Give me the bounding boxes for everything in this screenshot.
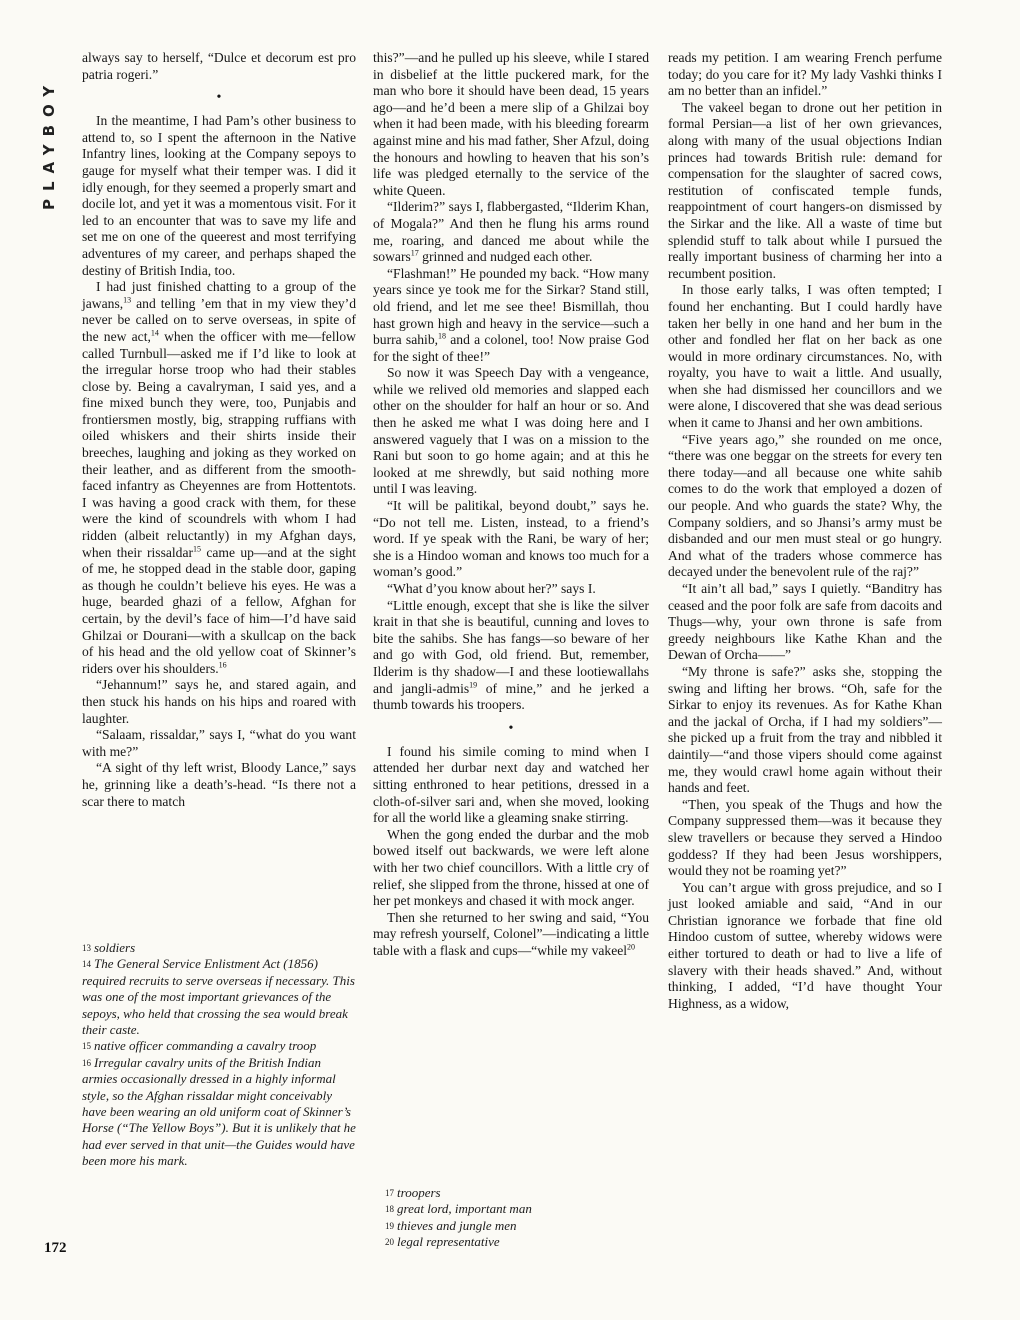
paragraph: “A sight of thy left wrist, Bloody Lance,” says he, grinning like a death’s-head. “Is there not a scar there to match [82,760,356,809]
paragraph: When the gong ended the durbar and the mob bowed itself out backwards, we were left alone with her two chief councillors. With a little cry of relief, she slipped from the throne, hissed at one of her pet monkeys and chased it with mock anger. [373,826,649,909]
paragraph: always say to herself, “Dulce et decorum est pro patria rogeri.” [82,50,356,82]
paragraph: “Five years ago,” she rounded on me once, “there was one beggar on the streets for every ten there today—and all because one white sahib comes to do the work that employed a dozen of our people. And who guards the state? Why, the Company soldiers, and so Jhansi’s army must be disbanded and our men must steal or go hungry. And what of the traders whose commerce has decayed under the benevolent rule of the raj?” [668,431,942,580]
paragraph: “Flashman!” He pounded my back. “How many years since ye took me for the Sirkar? Stand still, old friend, and let me see thee! Bismillah, thou hast grown high and heavy in the service—such a burra sahib,$^{18}$ and a colonel, too! Now praise God for the sight of thee!” [373,265,649,364]
paragraph: “Jehannum!” says he, and stared again, and then stuck his hands on his hips and roared with laughter. [82,677,356,726]
section-separator: • [508,720,514,736]
footnote-20: $^{20}$ legal representative [385,1234,500,1250]
paragraph: “Salaam, rissaldar,” says I, “what do you want with me?” [82,727,356,759]
paragraph: “Ilderim?” says I, flabbergasted, “Ilderim Khan, of Mogala?” And then he flung his arms round me, roaring, and danced me about while the sowars$^{17}$ grinned and nudged each other. [373,199,649,265]
paragraph: In those early talks, I was often tempted; I found her enchanting. But I could hardly have taken her belly in one hand and her bum in the other and fondled her flat on her back as one would in more ordinary circumstances. No, with royalty, you have to wait a little. And usually, when she had dismissed her councillors and we were alone, I discovered that she was dead serious when it came to Jhansi and her own ambitions. [668,282,942,431]
footnote-13: $^{13}$ soldiers [82,940,136,955]
footnotes-column-2 [385,1185,649,1251]
footnote-14: $^{14}$ The General Service Enlistment Act (1856) required recruits to serve overseas if necessary. This was one of the most important grievances of the sepoys, who held that crossing the sea would break their caste. [82,956,355,1038]
masthead: PLAYBOY [40,77,58,210]
paragraph: “Then, you speak of the Thugs and how the Company suppressed them—was it because they slew travellers or because they served a Hindoo goddess? If they had been Jesus worshippers, would they not be roaming yet?” [668,796,942,879]
paragraph: “What d’you know about her?” says I. [387,581,596,596]
paragraph: The vakeel began to drone out her petition in formal Persian—a list of her own grievances, along with many of the usual objections Indian princes had towards British rule: demand for compensation for the slaughter of sacred cows, restitution of confiscated temple funds, reappointment of court hangers-on dismissed by the Sirkar and the like. All a waste of time but splendid stuff to talk about while I pursued the really important business of charming her into a recumbent position. [668,99,942,281]
paragraph: You can’t argue with gross prejudice, and so I just looked amiable and said, “And in our Christian ignorance we forbade that fine old Hindoo custom of suttee, whereby widows were either tortured to death or had to live a life of slavery with their heads shaved.” And, without thinking, I added, “I’d have thought Your Highness, as a widow, [668,879,942,1011]
paragraph: “It will be palitikal, beyond doubt,” says he. “Do not tell me. Listen, instead, to a friend’s word. If ye speak with the Rani, be wary of her; she is a Hindoo woman and knows too much for a woman’s good.” [373,498,649,580]
page-number: 172 [44,1240,67,1256]
footnotes-column-1 [82,940,356,1170]
paragraph: So now it was Speech Day with a vengeance, while we relived old memories and slapped each other on the shoulder for half an hour or so. And then he asked me what I was doing here and I answered vaguely that I was on a mission to the Rani but soon to go home again; and at this he looked at me shrewdly, but said nothing more until I was leaving. [373,365,649,497]
paragraph: this?”—and he pulled up his sleeve, while I stared in disbelief at the little puckered mark, for the man who bore it should have been dead, 15 years ago—and he’d been a mere slip of a Ghilzai boy when it had been made, with his bleeding forearm against mine and his mad father, Sher Afzul, doing the honours and howling to heaven that his son’s life was pledged eternally to the service of the white Queen. [373,50,649,198]
paragraph: “It ain’t all bad,” says I quietly. “Banditry has ceased and the poor folk are safe from dacoits and Thugs—why, your own throne is safe from greedy neighbours like Kathe Khan and the Dewan of Orcha——” [668,581,942,663]
footnote-16: $^{16}$ Irregular cavalry units of the British Indian armies occasionally dressed in a highly informal style, so the Afghan rissaldar might conceivably have been wearing an old uniform coat of Skinner’s Horse (“The Yellow Boys”). But it is unlikely that he had ever served in that unit—the Guides would have been more his mark. [82,1054,356,1169]
paragraph: In the meantime, I had Pam’s other business to attend to, so I spent the afternoon in the Native Infantry lines, looking at the Company sepoys to gauge for myself what their temper was. I did it idly enough, for they seemed a properly smart and docile lot, and yet it was a momentous visit. For it led to an encounter that was to save my life and set me on one of the queerest and most terrifying adventures of my career, and perhaps shaped the destiny of British India, too. [82,113,356,278]
paragraph: reads my petition. I am wearing French perfume today; do you care for it? My lady Vashki thinks I am no better than an infidel.” [668,50,942,99]
footnote-17: $^{17}$ troopers [385,1185,441,1200]
footnote-18: $^{18}$ great lord, important man [385,1201,532,1217]
paragraph: I found his simile coming to mind when I attended her durbar next day and watched her sitting enthroned to hear petitions, dressed in a cloth-of-silver sari and, when she moved, looking for all the world like a gleaming snake stirring. [373,743,649,826]
column-2 [373,50,649,959]
paragraph: “My throne is safe?” asks she, stopping the swing and lifting her brows. “Oh, safe for the Sirkar to enjoy its revenues. As for Kathe Khan and the jackal of Orcha, if I had my soldiers”—she picked up a fruit from the tray and nibbled it daintily—“and those vipers should come against me, they would crawl home again without their hands and feet. [668,663,942,796]
section-separator: • [216,90,222,106]
column-1 [82,50,356,810]
footnote-15: $^{15}$ native officer commanding a cavalry troop [82,1038,317,1054]
paragraph: “Little enough, except that she is like the silver krait in that she is beautiful, cunning and loves to bite the sahibs. She has fangs—so beware of her and go with God, old friend. But, remember, Ilderim is thy shadow—I and these lootiewallahs and jangli-admis$^{19}$ of mine,” and he jerked a thumb towards his troopers. [373,597,649,713]
footnote-19: $^{19}$ thieves and jungle men [385,1217,517,1233]
paragraph: I had just finished chatting to a group of the jawans,$^{13}$ and telling ’em that in my view they’d never be called on to serve overseas, in spite of the new act,$^{14}$ when the officer with me—fellow called Turnbull—asked me if I’d like to look at the irregular horse troop who had their stables close by. Being a cavalryman, I said yes, and a fine mixed bunch they were, too, Punjabis and frontiersmen mostly, big, strapping ruffians with oiled whiskers and their shirts inside their breeches, laughing and joking as they worked on their leather, and as different from the smooth-faced infantry as Cheyennes are from Hottentots. I was having a good crack with them, for these were the kind of scoundrels with whom I had ridden (albeit reluctantly) in my Afghan days, when their rissaldar$^{15}$ came up—and at the sight of me, he stopped dead in the stable door, gaping as though he couldn’t believe his eyes. He was a huge, bearded ghazi of a fellow, Afghan for certain, by the devil’s face of him—I’d have said Ghilzai or Dourani—with a skullcap on the back of his head and the old yellow coat of Skinner’s riders over his shoulders.$^{16}$ [82,279,356,676]
paragraph: Then she returned to her swing and said, “You may refresh yourself, Colonel”—indicating a little table with a flask and cups—“while my vakeel$^{20}$ [373,909,649,958]
column-3 [668,50,942,1012]
